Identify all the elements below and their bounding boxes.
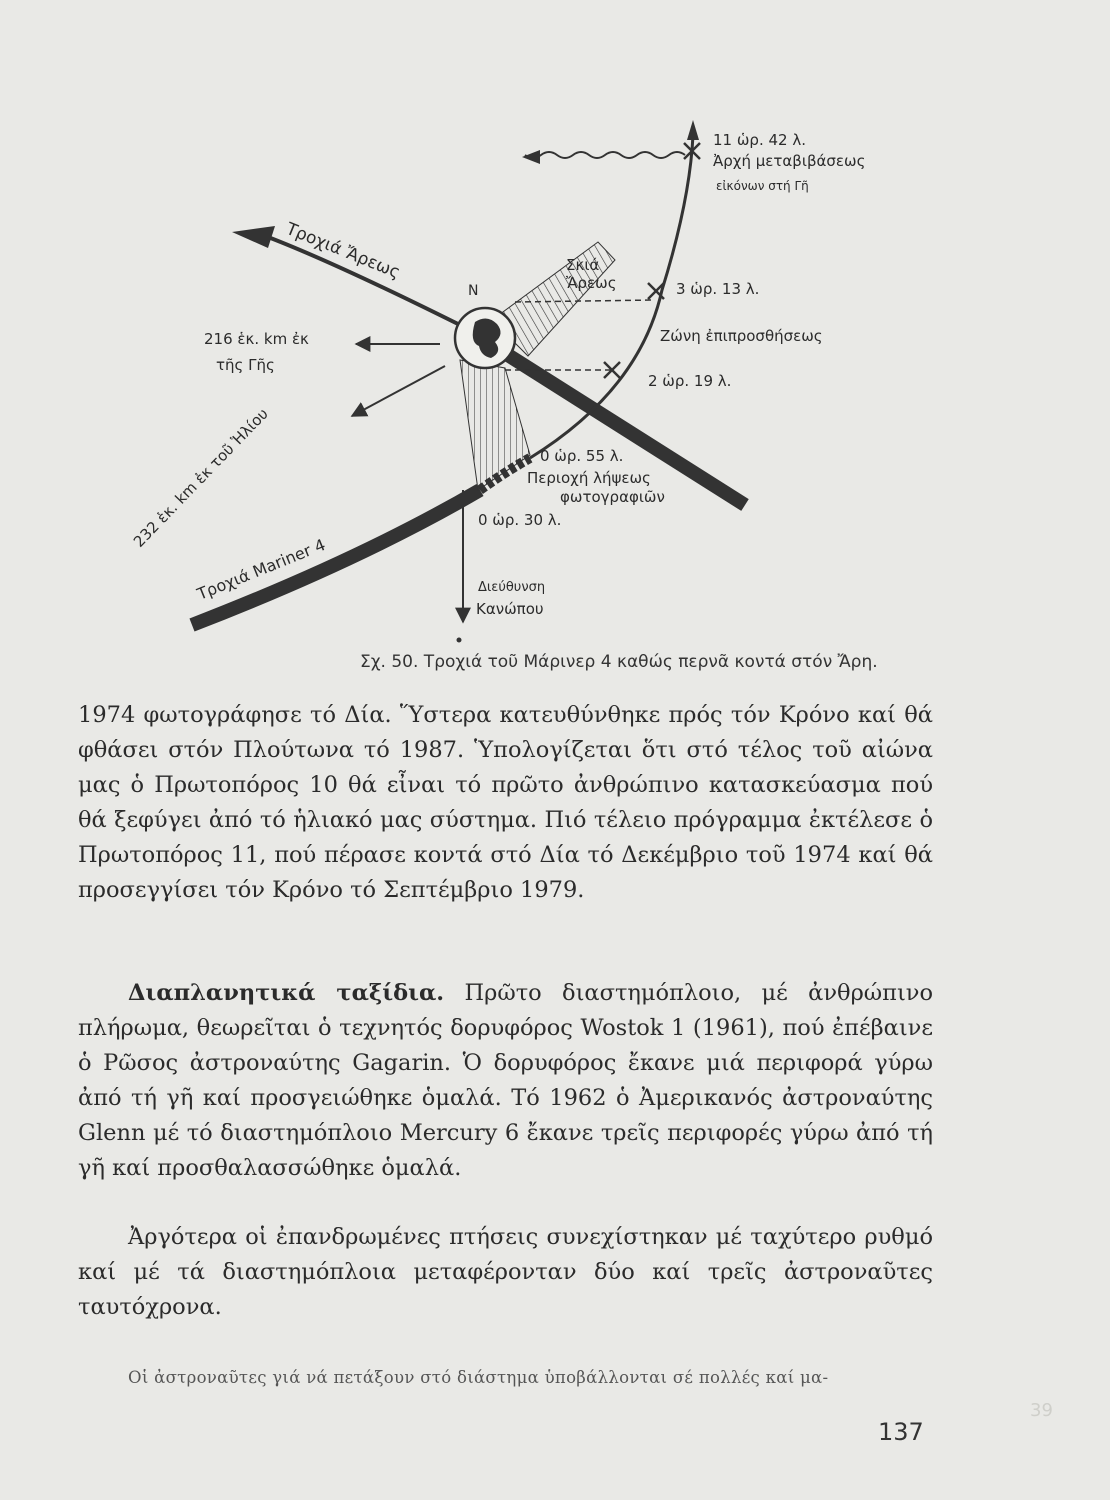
paragraph-lead-heading: Διαπλανητικά ταξίδια. bbox=[128, 980, 445, 1006]
mariner4-trajectory-diagram bbox=[0, 0, 1110, 650]
paragraph-pioneer: 1974 φωτογράφησε τό Δία. Ὕστερα κατευθύνθηκε πρός τόν Κρόνο καί θά φθάσει στόν Πλούτωνα τό 1987. Ὑπολογίζεται ὅτι στό τέλος τοῦ αἰώνα μας ὁ Πρωτοπόρος 10 θά εἶναι τό πρῶτο ἀνθρώπινο κατασκεύασμα πού θά ξεφύγει ἀπό τό ἡλιακό μας σύστημα. Πιό τέλειο πρόγραμμα ἐκτέλεσε ὁ Πρωτοπόρος 11, πού πέρασε κοντά στό Δία τό Δεκέμβριο τοῦ 1974 καί θά προσεγγίσει τόν Κρόνο τό Σεπτέμβριο 1979. bbox=[78, 702, 933, 903]
mariner-trajectory-arrowhead bbox=[687, 120, 699, 140]
label-transmission-2: εἰκόνων στή Γῆ bbox=[716, 179, 809, 193]
transmission-wave bbox=[525, 152, 685, 158]
label-photo-area-2: φωτογραφιῶν bbox=[560, 488, 665, 506]
label-north: N bbox=[468, 283, 479, 299]
mars-orbit-arrowhead bbox=[232, 226, 275, 248]
label-mars-orbit: Τροχιά Ἄρεως bbox=[283, 219, 403, 283]
label-mars-shadow-1: Σκιά bbox=[566, 256, 600, 274]
label-time-313: 3 ὡρ. 13 λ. bbox=[676, 280, 760, 298]
page-number: 137 bbox=[878, 1418, 924, 1446]
paragraph-interplanetary bbox=[78, 976, 933, 1186]
sun-direction-arrow bbox=[352, 366, 445, 416]
label-mariner-orbit: Τροχιά Mariner 4 bbox=[194, 534, 329, 604]
label-occultation-zone: Ζώνη ἐπιπροσθήσεως bbox=[660, 327, 823, 345]
photo-region-area bbox=[460, 360, 530, 490]
label-distance-sun: 232 ἑκ. km ἐκ τοῦ Ἡλίου bbox=[129, 404, 272, 551]
paragraph-crewed-flights: Ἀργότερα οἱ ἐπανδρωμένες πτήσεις συνεχίστηκαν μέ ταχύτερο ρυθμό καί μέ τά διαστημόπλοια μεταφέρονταν δύο καί τρεῖς ἀστροναῦτες ταυτόχρονα. bbox=[78, 1224, 933, 1320]
figure-caption: Σχ. 50. Τροχιά τοῦ Μάρινερ 4 καθώς περνᾶ κοντά στόν Ἄρη. bbox=[360, 652, 878, 672]
label-distance-earth-2: τῆς Γῆς bbox=[216, 356, 275, 374]
label-time-055: 0 ὡρ. 55 λ. bbox=[540, 447, 624, 465]
label-photo-area-1: Περιοχή λήψεως bbox=[527, 469, 651, 487]
paragraph-interplanetary-text: Πρῶτο διαστημόπλοιο, μέ ἀνθρώπινο πλήρωμα, θεωρεῖται ὁ τεχνητός δορυφόρος Wostok 1 (1961), πού ἐπέβαινε ὁ Ρῶσος ἀστροναύτης Gagarin. Ὁ δορυφόρος ἔκανε μιά περιφορά γύρω ἀπό τή γῆ καί προσγειώθηκε ὁμαλά. Τό 1962 ὁ Ἀμερικανός ἀστροναύτης Glenn μέ τό διαστημόπλοιο Mercury 6 ἔκανε τρεῖς περιφορές γύρω ἀπό τή γῆ καί προσθαλασσώθηκε ὁμαλά. bbox=[78, 980, 933, 1181]
footnote-text: Οἱ ἀστροναῦτες γιά νά πετάξουν στό διάστημα ὑποβάλλονται σέ πολλές καί μα- bbox=[128, 1368, 829, 1387]
label-time-030: 0 ὡρ. 30 λ. bbox=[478, 511, 562, 529]
label-canopus-1: Διεύθυνση bbox=[478, 580, 546, 595]
label-mars-shadow-2: Ἄρεως bbox=[566, 274, 617, 292]
label-distance-earth-1: 216 ἑκ. km ἐκ bbox=[204, 330, 309, 348]
bleed-through-number: 39 bbox=[1030, 1400, 1053, 1421]
mariner-trajectory-thick bbox=[192, 490, 480, 625]
label-canopus-2: Κανώπου bbox=[476, 600, 544, 618]
label-time-1142: 11 ὡρ. 42 λ. bbox=[713, 131, 806, 149]
transmission-arrowhead bbox=[522, 150, 540, 164]
label-time-219: 2 ὡρ. 19 λ. bbox=[648, 372, 732, 390]
label-transmission-1: Ἀρχή μεταβιβάσεως bbox=[713, 152, 866, 170]
canopus-star bbox=[457, 638, 462, 643]
